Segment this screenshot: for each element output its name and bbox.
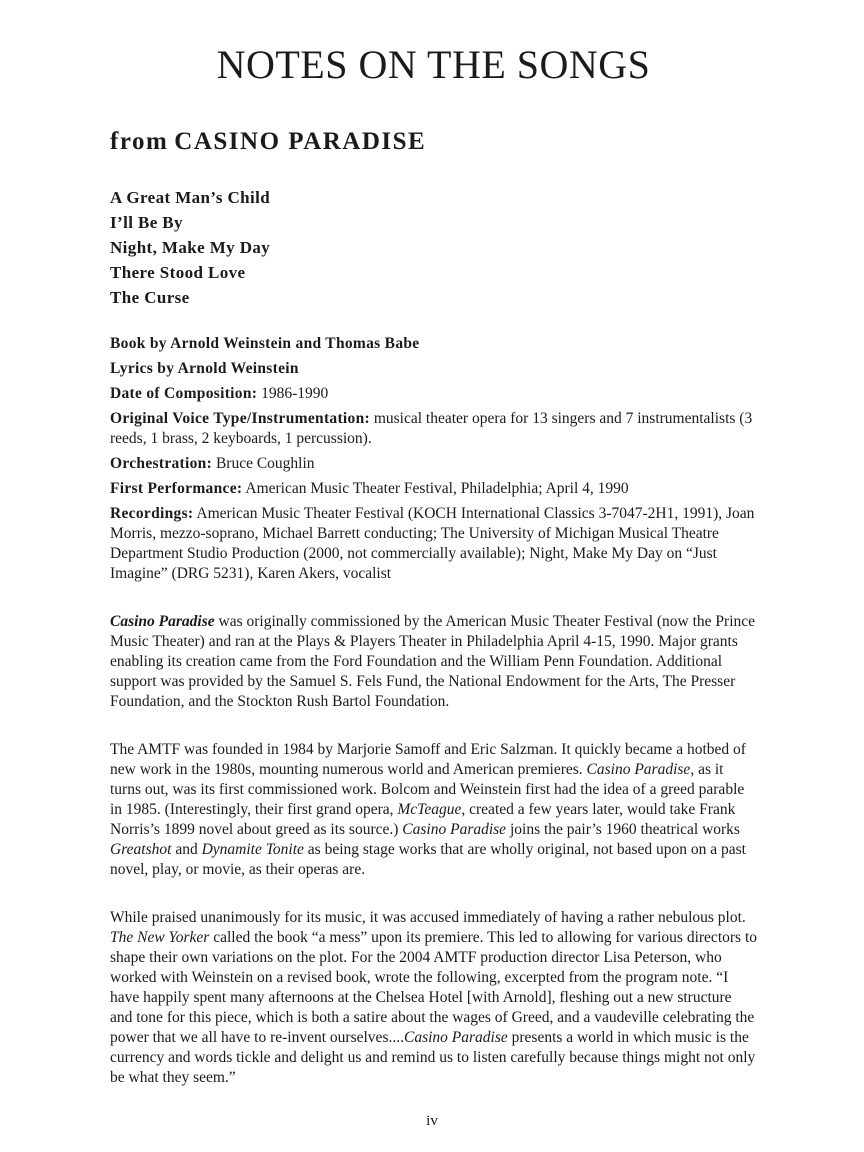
section-heading <box>110 128 757 156</box>
notes-paragraphs <box>110 612 757 1088</box>
song-title: There Stood Love <box>110 262 246 282</box>
credit-label: First Performance: <box>110 479 243 497</box>
credit-value: American Music Theater Festival (KOCH International Classics 3-7047-2H1, 1991), Joan Morris, mezzo-soprano, Michael Barrett conducting; The University of Michigan Musical Theatre Department Studio Production (2000, not commercially available); Night, Make My Day on “Just Imagine” (DRG 5231), Karen Akers, vocalist <box>110 504 755 582</box>
text-run: While praised unanimously for its music, it was accused immediately of having a rather nebulous plot. <box>110 908 746 926</box>
text-run: Casino Paradise <box>586 760 691 778</box>
song-title: A Great Man’s Child <box>110 187 271 207</box>
page-number: iv <box>426 1113 438 1129</box>
text-run: Greatshot <box>110 840 172 858</box>
credits-block <box>110 334 757 584</box>
page-title: NOTES ON THE SONGS <box>216 42 651 87</box>
credit-label: Recordings: <box>110 504 194 522</box>
text-run: Casino Paradise <box>110 612 215 630</box>
section-name: CASINO PARADISE <box>174 128 427 155</box>
song-title: The Curse <box>110 287 190 307</box>
text-run: as being stage works that are wholly original, not based upon on a past novel, play, or movie, as their operas are. <box>110 840 746 878</box>
text-run: called the book “a mess” upon its premiere. This led to allowing for various directors to shape their own variations on the plot. For the 2004 AMTF production director Lisa Peterson, who worked with Weinstein on a revised book, wrote the following, excerpted from the program note. “I have happily spent many afternoons at the Chelsea Hotel [with Arnold], fleshing out a new structure and tone for this piece, which is both a satire about the wages of Greed, and a vaudeville celebrating the power that we all have to re-invent ourselves.... <box>110 928 757 1046</box>
text-run: , as it turns out, was its first commissioned work. Bolcom and Weinstein first had the idea of a greed parable in 1985. (Interestingly, their first grand opera, <box>110 760 745 818</box>
text-run: McTeague <box>397 800 462 818</box>
credit-value: 1986-1990 <box>257 384 329 402</box>
credit-line <box>110 384 757 404</box>
credit-line <box>110 409 757 449</box>
credit-label: Original Voice Type/Instrumentation: <box>110 409 370 427</box>
credit-value: American Music Theater Festival, Philadelphia; April 4, 1990 <box>242 479 629 497</box>
text-run: and <box>171 840 202 858</box>
paragraph <box>110 612 757 712</box>
credit-line <box>110 504 757 584</box>
credit-line <box>110 334 757 354</box>
text-run: , created a few years later, would take Frank Norris’s 1899 novel about greed as its source.) <box>110 800 736 838</box>
text-run: The New Yorker <box>110 928 210 946</box>
credit-value: Bruce Coughlin <box>212 454 315 472</box>
text-run: Casino Paradise <box>402 820 507 838</box>
song-title: Night, Make My Day <box>110 237 271 257</box>
credit-label: Date of Composition: <box>110 384 258 402</box>
song-title: I’ll Be By <box>110 212 183 232</box>
credit-value: musical theater opera for 13 singers and 7 instrumentalists (3 reeds, 1 brass, 2 keyboards, 1 percussion). <box>110 409 753 447</box>
credit-label: Orchestration: <box>110 454 213 472</box>
credit-label: Lyrics by Arnold Weinstein <box>110 359 299 377</box>
text-run: was originally commissioned by the American Music Theater Festival (now the Prince Music Theater) and ran at the Plays & Players Theater in Philadelphia April 4-15, 1990. Major grants enabling its creation came from the Ford Foundation and the William Penn Foundation. Additional support was provided by the Samuel S. Fels Fund, the National Endowment for the Arts, The Presser Foundation, and the Stockton Rush Bartol Foundation. <box>110 612 756 710</box>
text-run: Casino Paradise <box>403 1028 508 1046</box>
credit-line <box>110 359 757 379</box>
song-list <box>110 185 757 310</box>
text-run: joins the pair’s 1960 theatrical works <box>506 820 740 838</box>
section-prefix: from <box>110 128 169 155</box>
paragraph <box>110 908 757 1088</box>
text-run: presents a world in which music is the currency and words tickle and delight us and remind us to listen carefully because things might not only be what they seem.” <box>110 1028 756 1086</box>
credit-line <box>110 479 757 499</box>
credit-line <box>110 454 757 474</box>
credit-label: Book by Arnold Weinstein and Thomas Babe <box>110 334 420 352</box>
paragraph <box>110 740 757 880</box>
text-run: The AMTF was founded in 1984 by Marjorie Samoff and Eric Salzman. It quickly became a hotbed of new work in the 1980s, mounting numerous world and American premieres. <box>110 740 746 778</box>
text-run: Dynamite Tonite <box>201 840 304 858</box>
